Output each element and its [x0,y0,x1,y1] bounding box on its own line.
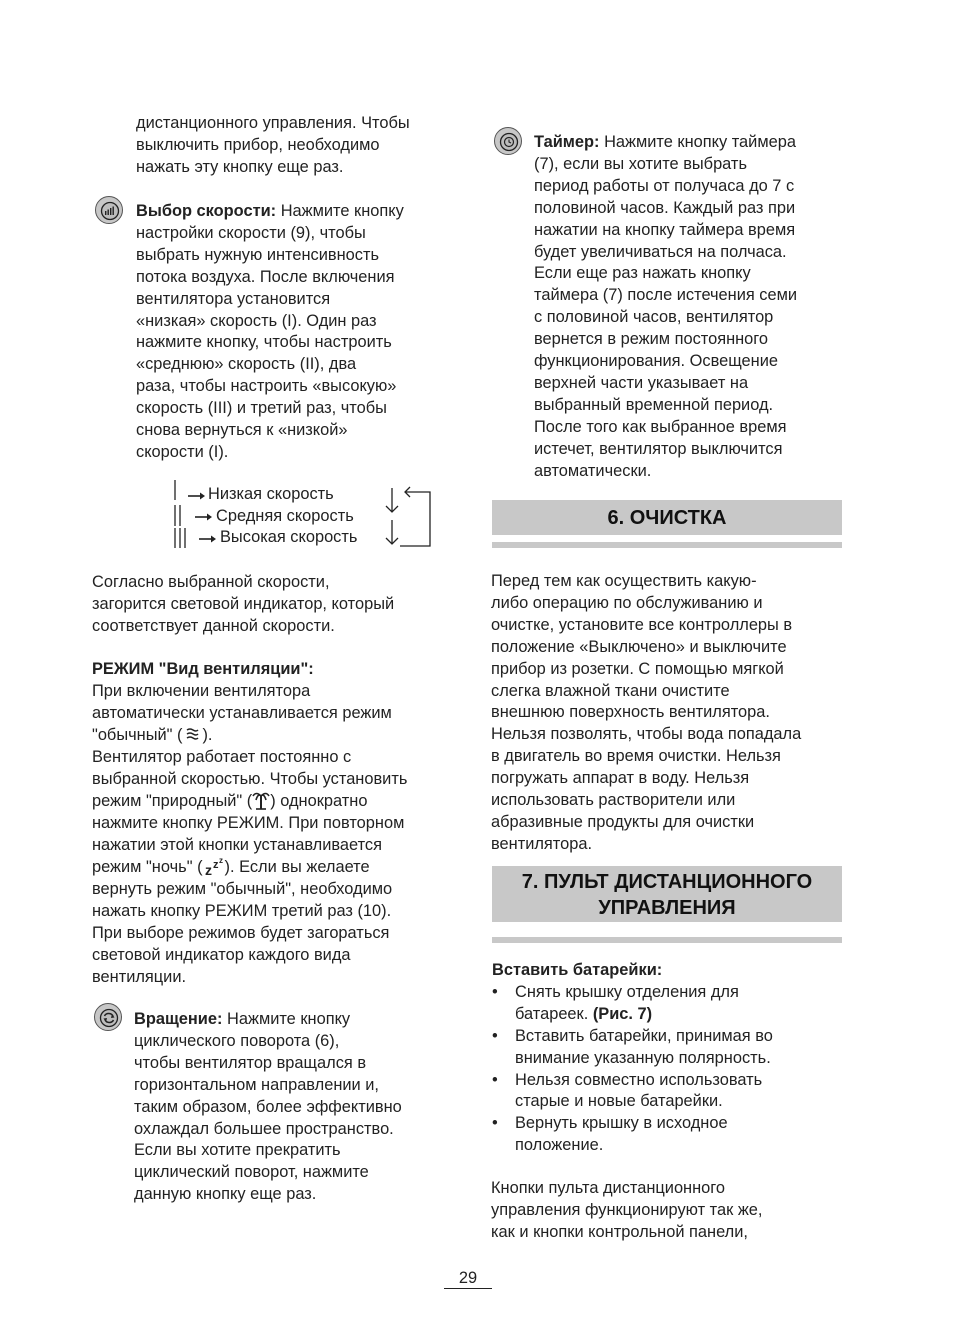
speed-paragraph: Выбор скорости: Нажмите кнопку настройки скорости (9), чтобы выбрать нужную интенсивность потока воздуха. После включения вентилятора установится «низкая» скорость (I). Один раз нажмите кнопку, чтобы настроить «среднюю» скорость (II), два раза, чтобы настроить «высокую» скорость (III) и третий раз, чтобы снова вернуться к «низкой» скорости (I). [136,202,404,461]
mode-title: РЕЖИМ "Вид вентиляции": [92,660,314,678]
timer-title: Таймер: [534,133,600,151]
speed-medium-label: Средняя скорость [216,507,354,525]
natural-mode-icon [252,790,270,810]
list-item: • Вставить батарейки, принимая во внимание указанную полярность. [492,1026,842,1070]
battery-section [492,960,842,1157]
list-item: • Вернуть крышку в исходное положение. [492,1113,842,1157]
speed-icon [95,196,123,224]
svg-text:z: z [204,862,212,878]
speed-diagram [170,478,440,550]
rotation-icon [94,1003,122,1031]
intro-paragraph: дистанционного управления. Чтобы выключить прибор, необходимо нажать эту кнопку еще раз. [136,114,410,176]
speed-high-label: Высокая скорость [220,528,358,546]
normal-mode-icon [184,726,200,740]
remote-paragraph: Кнопки пульта дистанционного управления функционируют так же, как и кнопки контрольной панели, [491,1179,763,1241]
section-7-divider [492,937,842,943]
speed-low-label: Низкая скорость [208,485,334,503]
rotation-paragraph: Вращение: Нажмите кнопку циклического поворота (6), чтобы вентилятор вращался в горизонтальном направлении и, таким образом, более эффективно охлаждал большее пространство. Если вы хотите прекратить циклический поворот, нажмите данную кнопку еще раз. [134,1010,402,1204]
battery-subtitle: Вставить батарейки: [492,961,663,979]
timer-icon [494,127,522,155]
battery-list [492,982,842,1157]
indicator-paragraph: Согласно выбранной скорости, загорится световой индикатор, который соответствует данной скорости. [92,573,395,635]
cleaning-paragraph: Перед тем как осуществить какую- либо операцию по обслуживанию и очистке, установите все контроллеры в положение «Выключено» и выключите прибор из розетки. С помощью мягкой слегка влажной ткани очистите внешнюю поверхность вентилятора. Нельзя позволять, чтобы вода попадала в двигатель во время очистки. Нельзя погружать аппарат в воду. Нельзя использовать растворители или абразивные продукты для очистки вентилятора. [491,572,802,853]
night-mode-icon [203,857,225,877]
rotation-title: Вращение: [134,1010,223,1028]
list-item: • Снять крышку отделения для батареек. (Рис. 7) [492,982,842,1026]
list-item: • Нельзя совместно использовать старые и новые батарейки. [492,1070,842,1114]
svg-text:z: z [212,859,219,872]
mode-paragraph: РЕЖИМ "Вид вентиляции": При включении вентилятора автоматически устанавливается режим "обычный" ( ). Вентилятор работает постоянно с выбранной скоростью. Чтобы установить режим "природный" ( ) однократно нажмите кнопку РЕЖИМ. При повторном нажатии этой кнопки устанавливается режим "ночь" ( z z z ). Если вы желаете вернуть режим "обычный", необходимо нажать кнопку РЕЖИМ третий раз (10). При выборе режимов будет загораться световой индикатор каждого вида вентиляции. [92,660,408,986]
speed-title: Выбор скорости: [136,202,277,220]
svg-text:z: z [218,857,223,866]
timer-paragraph: Таймер: Нажмите кнопку таймера (7), если вы хотите выбрать период работы от получаса до 7 с половиной часов. Каждый раз при нажатии на кнопку таймера время будет увеличиваться на полчаса. Если еще раз нажать кнопку таймера (7) после истечения семи с половиной часов, вентилятор вернется в режим постоянного функционирования. Освещение верхней части указывает на выбранный временной период. После того как выбранное время истечет, вентилятор выключится автоматически. [534,133,798,480]
section-6-divider [492,542,842,548]
page-number: 29 [444,1268,492,1289]
section-6-header: 6. ОЧИСТКА [492,500,842,535]
section-7-header: 7. ПУЛЬТ ДИСТАНЦИОННОГО УПРАВЛЕНИЯ [492,866,842,922]
